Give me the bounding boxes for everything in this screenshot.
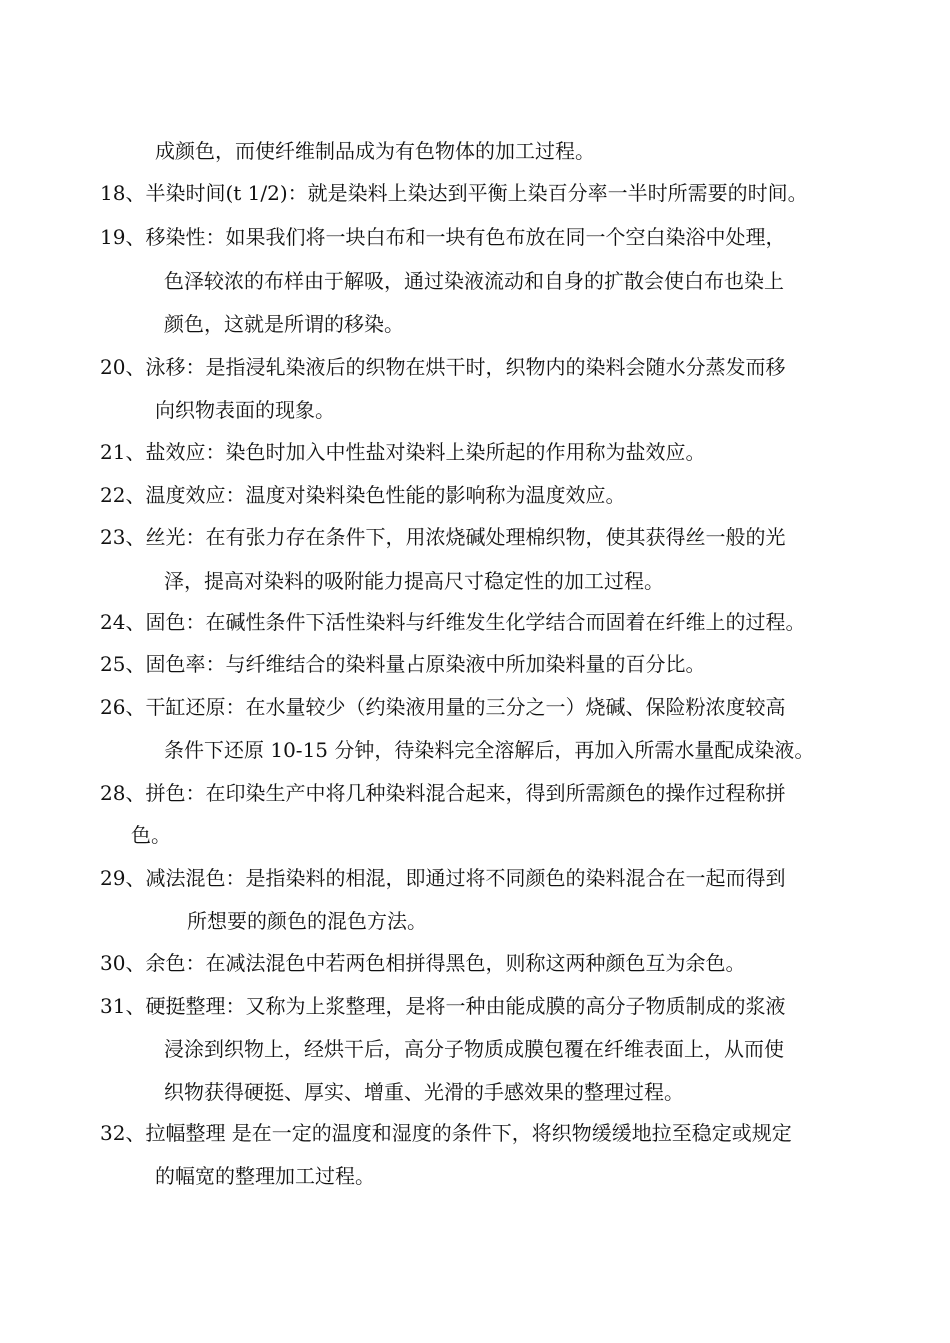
text-line: 29、减法混色：是指染料的相混，即通过将不同颜色的染料混合在一起而得到 bbox=[100, 866, 786, 890]
text-line: 28、拼色：在印染生产中将几种染料混合起来，得到所需颜色的操作过程称拼 bbox=[100, 781, 786, 805]
text-line: 25、固色率：与纤维结合的染料量占原染液中所加染料量的百分比。 bbox=[100, 652, 706, 676]
text-line: 颜色，这就是所谓的移染。 bbox=[164, 312, 404, 336]
text-line: 泽，提高对染料的吸附能力提高尺寸稳定性的加工过程。 bbox=[164, 569, 664, 593]
text-line: 的幅宽的整理加工过程。 bbox=[155, 1164, 375, 1188]
text-line: 色。 bbox=[131, 823, 171, 847]
text-line: 22、温度效应：温度对染料染色性能的影响称为温度效应。 bbox=[100, 483, 626, 507]
text-line: 32、拉幅整理 是在一定的温度和湿度的条件下，将织物缓缓地拉至稳定或规定 bbox=[100, 1121, 792, 1145]
text-line: 30、余色：在减法混色中若两色相拼得黑色，则称这两种颜色互为余色。 bbox=[100, 951, 746, 975]
text-line: 18、半染时间(t 1/2)：就是染料上染达到平衡上染百分率一半时所需要的时间。 bbox=[100, 181, 808, 205]
text-line: 31、硬挺整理：又称为上浆整理，是将一种由能成膜的高分子物质制成的浆液 bbox=[100, 994, 786, 1018]
text-line: 所想要的颜色的混色方法。 bbox=[187, 909, 427, 933]
text-line: 23、丝光：在有张力存在条件下，用浓烧碱处理棉织物，使其获得丝一般的光 bbox=[100, 525, 786, 549]
text-line: 成颜色，而使纤维制品成为有色物体的加工过程。 bbox=[155, 139, 595, 163]
text-line: 织物获得硬挺、厚实、增重、光滑的手感效果的整理过程。 bbox=[164, 1080, 684, 1104]
text-line: 色泽较浓的布样由于解吸，通过染液流动和自身的扩散会使白布也染上 bbox=[164, 269, 784, 293]
text-line: 向织物表面的现象。 bbox=[155, 398, 335, 422]
text-line: 26、干缸还原：在水量较少（约染液用量的三分之一）烧碱、保险粉浓度较高 bbox=[100, 695, 786, 719]
text-line: 浸涂到织物上，经烘干后，高分子物质成膜包覆在纤维表面上，从而使 bbox=[164, 1037, 784, 1061]
text-line: 24、固色：在碱性条件下活性染料与纤维发生化学结合而固着在纤维上的过程。 bbox=[100, 610, 806, 634]
text-line: 20、泳移：是指浸轧染液后的织物在烘干时，织物内的染料会随水分蒸发而移 bbox=[100, 355, 786, 379]
text-line: 19、移染性：如果我们将一块白布和一块有色布放在同一个空白染浴中处理， bbox=[100, 225, 786, 249]
text-line: 条件下还原 10-15 分钟，待染料完全溶解后，再加入所需水量配成染液。 bbox=[164, 738, 815, 762]
text-line: 21、盐效应：染色时加入中性盐对染料上染所起的作用称为盐效应。 bbox=[100, 440, 706, 464]
